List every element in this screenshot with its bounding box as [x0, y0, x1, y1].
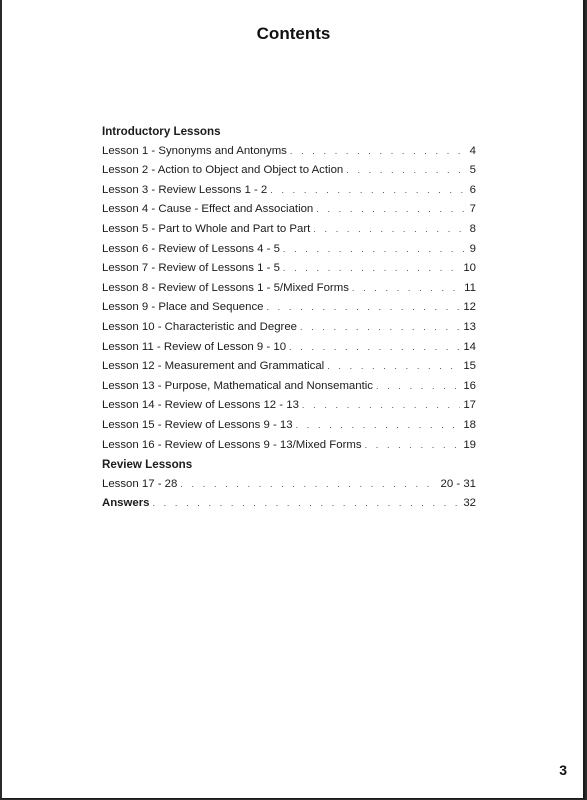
- toc-entry-page: 10: [463, 262, 476, 275]
- toc-entry-label: Lesson 3 - Review Lessons 1 - 2: [102, 183, 268, 196]
- toc-entry-label: Answers: [102, 497, 150, 510]
- toc-entry-page: 5: [469, 164, 476, 177]
- toc-entry-page: 8: [469, 222, 476, 235]
- dot-leader: [316, 200, 466, 220]
- toc-entry-page: 12: [463, 301, 476, 314]
- dot-leader: [180, 475, 437, 495]
- dot-leader: [352, 279, 461, 299]
- toc-entry-lesson-2: [102, 161, 476, 181]
- dot-leader: [296, 416, 461, 436]
- toc-entry-page: 6: [469, 183, 476, 196]
- toc-entry-label: Lesson 14 - Review of Lessons 12 - 13: [102, 399, 299, 412]
- toc-entry-page: 19: [463, 438, 476, 451]
- toc-entry-lesson-3: [102, 181, 476, 201]
- toc-entry-label: Lesson 8 - Review of Lessons 1 - 5/Mixed Forms: [102, 281, 349, 294]
- toc-entry-lesson-10: [102, 318, 476, 338]
- toc-entry-label: Lesson 9 - Place and Sequence: [102, 301, 264, 314]
- toc-entry-label: Lesson 11 - Review of Lesson 9 - 10: [102, 340, 287, 353]
- toc-entry-lesson-4: [102, 200, 476, 220]
- toc-entry-label: Lesson 1 - Synonyms and Antonyms: [102, 144, 287, 157]
- toc-entry-label: Lesson 2 - Action to Object and Object to Action: [102, 164, 344, 177]
- toc-entry-label: Lesson 10 - Characteristic and Degree: [102, 320, 298, 333]
- toc-entry-label: Lesson 16 - Review of Lessons 9 - 13/Mixed Forms: [102, 438, 362, 451]
- dot-leader: [365, 436, 461, 456]
- dot-leader: [266, 298, 460, 318]
- toc-entry-label: Lesson 17 - 28: [102, 477, 178, 490]
- toc-entry-page: 20 - 31: [440, 477, 476, 490]
- dot-leader: [302, 396, 460, 416]
- toc-entry-answers: [102, 494, 476, 514]
- toc-entry-lesson-7: [102, 259, 476, 279]
- dot-leader: [283, 259, 460, 279]
- dot-leader: [152, 494, 460, 514]
- toc-entry-lesson-14: [102, 396, 476, 416]
- table-of-contents: [102, 122, 476, 514]
- toc-entry-page: 16: [463, 379, 476, 392]
- toc-entry-page: 17: [463, 399, 476, 412]
- dot-leader: [300, 318, 460, 338]
- toc-entry-page: 13: [463, 320, 476, 333]
- section-heading-review: Review Lessons: [102, 458, 193, 472]
- dot-leader: [290, 142, 467, 162]
- dot-leader: [346, 161, 466, 181]
- toc-entry-page: 18: [463, 418, 476, 431]
- dot-leader: [327, 357, 460, 377]
- dot-leader: [283, 240, 467, 260]
- toc-entry-lesson-13: [102, 377, 476, 397]
- toc-entry-lesson-9: [102, 298, 476, 318]
- toc-entry-label: Lesson 6 - Review of Lessons 4 - 5: [102, 242, 280, 255]
- dot-leader: [313, 220, 466, 240]
- toc-entry-lesson-6: [102, 240, 476, 260]
- toc-entry-page: 4: [469, 144, 476, 157]
- toc-entry-lesson-12: [102, 357, 476, 377]
- dot-leader: [376, 377, 460, 397]
- toc-entry-label: Lesson 4 - Cause - Effect and Association: [102, 203, 314, 216]
- toc-entry-page: 14: [463, 340, 476, 353]
- toc-entry-label: Lesson 5 - Part to Whole and Part to Part: [102, 222, 311, 235]
- toc-entry-page: 9: [469, 242, 476, 255]
- toc-entry-lesson-8: [102, 279, 476, 299]
- toc-entry-lesson-5: [102, 220, 476, 240]
- toc-entry-label: Lesson 7 - Review of Lessons 1 - 5: [102, 262, 280, 275]
- toc-entry-lessons-17-28: [102, 475, 476, 495]
- toc-entry-label: Lesson 13 - Purpose, Mathematical and Nonsemantic: [102, 379, 373, 392]
- toc-entry-label: Lesson 12 - Measurement and Grammatical: [102, 360, 325, 373]
- toc-entry-lesson-1: [102, 142, 476, 162]
- section-heading-introductory: Introductory Lessons: [102, 125, 221, 138]
- dot-leader: [270, 181, 466, 201]
- toc-entry-page: 11: [464, 281, 476, 294]
- toc-entry-page: 15: [463, 360, 476, 373]
- page-title: Contents: [256, 24, 331, 43]
- toc-entry-lesson-11: [102, 338, 476, 358]
- toc-entry-page: 32: [463, 497, 476, 510]
- toc-entry-lesson-15: [102, 416, 476, 436]
- toc-entry-lesson-16: [102, 436, 476, 456]
- dot-leader: [289, 338, 460, 358]
- toc-entry-page: 7: [469, 203, 476, 216]
- page-number: 3: [559, 762, 567, 778]
- toc-entry-label: Lesson 15 - Review of Lessons 9 - 13: [102, 418, 293, 431]
- document-page: [2, 0, 585, 799]
